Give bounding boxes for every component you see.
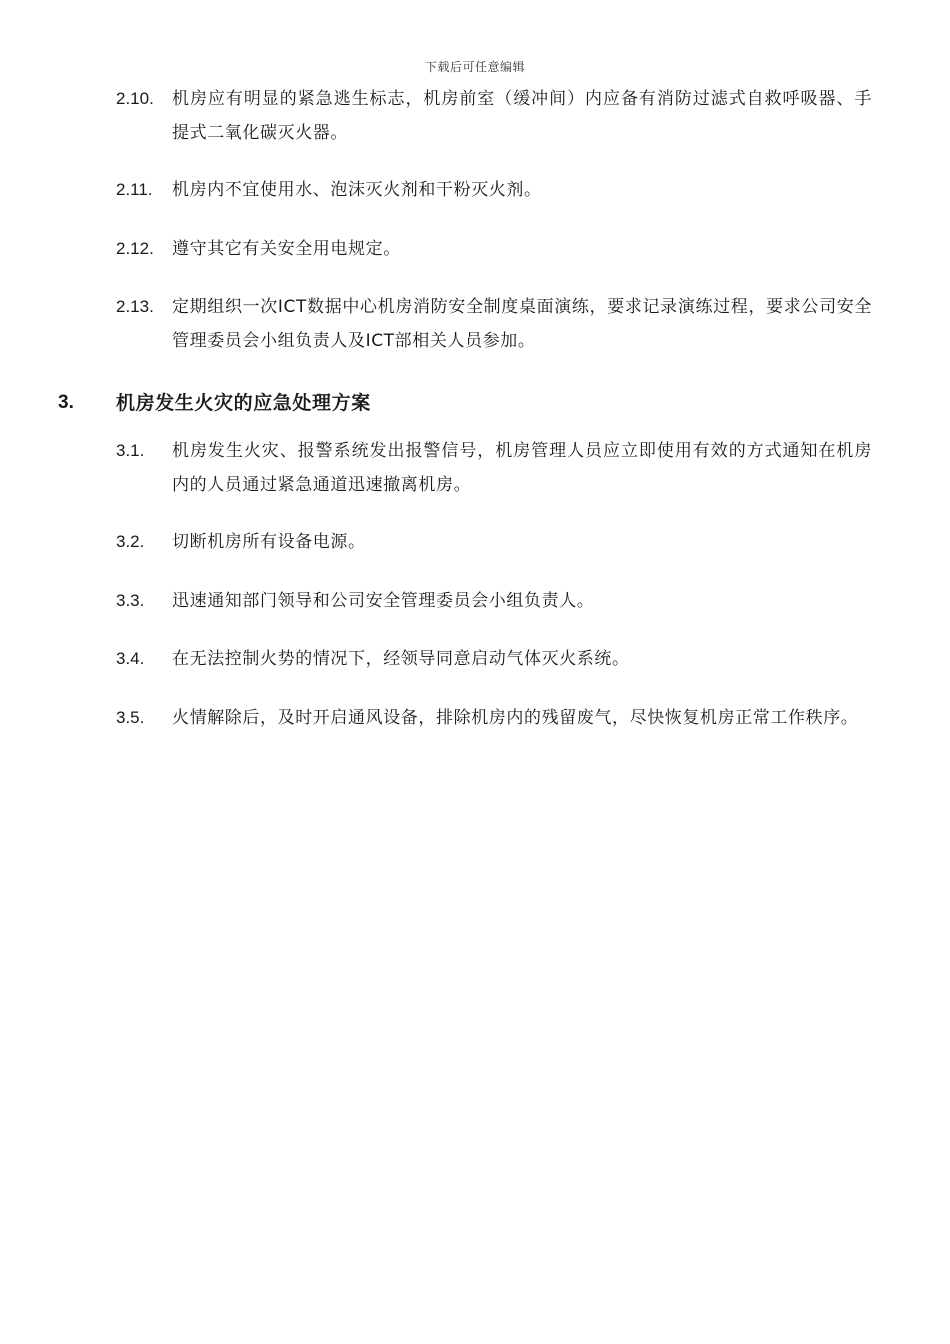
item-number: 2.12. <box>116 239 154 258</box>
item-number: 3.1. <box>116 441 145 460</box>
section-heading <box>0 386 950 420</box>
item-text: 机房发生火灾、报警系统发出报警信号，机房管理人员应立即使用有效的方式通知在机房内的人员通过紧急通道迅速撤离机房。 <box>172 441 872 495</box>
item-text: 切断机房所有设备电源。 <box>172 532 366 552</box>
item-number: 2.13. <box>116 297 154 316</box>
item-number: 3.5. <box>116 708 145 727</box>
item-number: 3.4. <box>116 649 145 668</box>
item-text: 机房内不宜使用水、泡沫灭火剂和干粉灭火剂。 <box>172 180 542 200</box>
item-text: 遵守其它有关安全用电规定。 <box>172 239 401 259</box>
page-header: 下载后可任意编辑 <box>424 60 525 74</box>
item-number: 3.3. <box>116 591 145 610</box>
item-text: 定期组织一次ICT数据中心机房消防安全制度桌面演练，要求记录演练过程，要求公司安全管理委员会小组负责人及ICT部相关人员参加。 <box>172 297 872 351</box>
section-number: 3. <box>58 392 74 413</box>
item-number: 3.2. <box>116 532 145 551</box>
item-text: 机房应有明显的紧急逃生标志，机房前室（缓冲间）内应备有消防过滤式自救呼吸器、手提式二氧化碳灭火器。 <box>172 89 872 143</box>
item-text: 火情解除后，及时开启通风设备，排除机房内的残留废气，尽快恢复机房正常工作秩序。 <box>172 708 859 728</box>
item-number: 2.11. <box>116 180 153 199</box>
item-text: 在无法控制火势的情况下，经领导同意启动气体灭火系统。 <box>172 649 630 669</box>
item-text: 迅速通知部门领导和公司安全管理委员会小组负责人。 <box>172 591 595 611</box>
section-title: 机房发生火灾的应急处理方案 <box>116 392 371 414</box>
item-number: 2.10. <box>116 89 154 108</box>
